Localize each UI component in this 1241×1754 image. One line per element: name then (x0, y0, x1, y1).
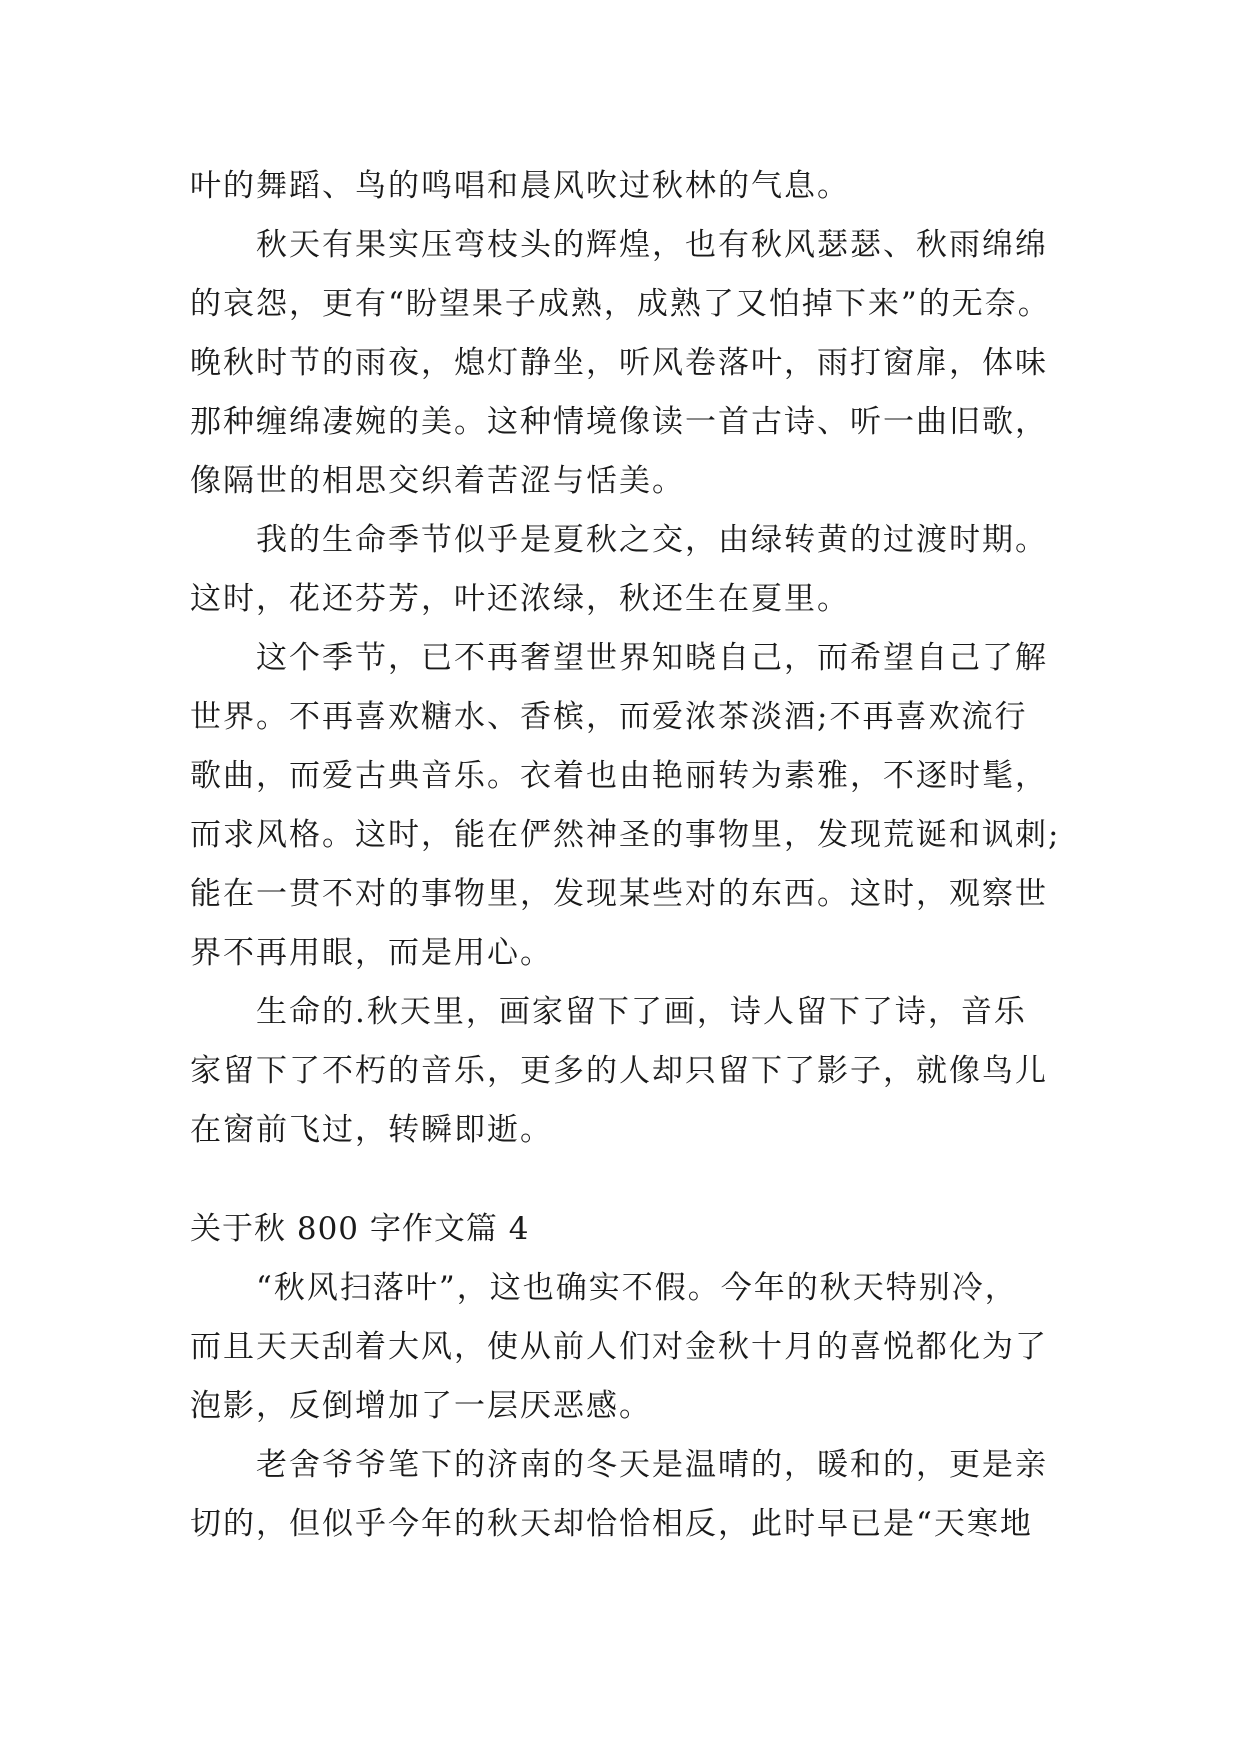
text-line: 生命的.秋天里，画家留下了画，诗人留下了诗，音乐 (256, 994, 1027, 1030)
text-line: 歌曲，而爱古典音乐。衣着也由艳丽转为素雅，不逐时髦， (190, 758, 1048, 794)
document-body (190, 157, 1060, 1554)
paragraph-fragment: 叶的舞蹈、鸟的鸣唱和晨风吹过秋林的气息。 (190, 168, 850, 204)
paragraph-this-season (190, 629, 1060, 983)
text-line: 家留下了不朽的音乐，更多的人却只留下了影子，就像鸟儿 (190, 1053, 1048, 1089)
text-line: 在窗前飞过，转瞬即逝。 (190, 1112, 553, 1148)
text-line: 切的，但似乎今年的秋天却恰恰相反，此时早已是“天寒地 (190, 1506, 1033, 1542)
text-line: 的哀怨，更有“盼望果子成熟，成熟了又怕掉下来”的无奈。 (190, 286, 1051, 322)
text-line: 秋天有果实压弯枝头的辉煌，也有秋风瑟瑟、秋雨绵绵 (256, 227, 1048, 263)
section-heading: 关于秋 800 字作文篇 4 (190, 1211, 530, 1247)
text-line: 这时，花还芬芳，叶还浓绿，秋还生在夏里。 (190, 581, 850, 617)
text-line: 晚秋时节的雨夜，熄灯静坐，听风卷落叶，雨打窗扉，体味 (190, 345, 1048, 381)
text-line: “秋风扫落叶”，这也确实不假。今年的秋天特别冷， (256, 1270, 1018, 1306)
paragraph-autumn-of-life (190, 983, 1060, 1160)
section-gap (190, 1160, 1060, 1200)
paragraph-autumn-wind (190, 1259, 1060, 1436)
text-line: 我的生命季节似乎是夏秋之交，由绿转黄的过渡时期。 (256, 522, 1048, 558)
paragraph-life-season (190, 511, 1060, 629)
text-line: 而且天天刮着大风，使从前人们对金秋十月的喜悦都化为了 (190, 1329, 1048, 1365)
text-line: 而求风格。这时，能在俨然神圣的事物里，发现荒诞和讽刺; (190, 817, 1061, 853)
text-line: 这个季节，已不再奢望世界知晓自己，而希望自己了解 (256, 640, 1048, 676)
text-line: 老舍爷爷笔下的济南的冬天是温晴的，暖和的，更是亲 (256, 1447, 1048, 1483)
paragraph-autumn-glory (190, 216, 1060, 511)
text-line: 世界。不再喜欢糖水、香槟，而爱浓茶淡酒;不再喜欢流行 (190, 699, 1028, 735)
text-line: 那种缠绵凄婉的美。这种情境像读一首古诗、听一曲旧歌， (190, 404, 1048, 440)
paragraph-lao-she (190, 1436, 1060, 1554)
text-line: 泡影，反倒增加了一层厌恶感。 (190, 1388, 652, 1424)
text-line: 界不再用眼，而是用心。 (190, 935, 553, 971)
text-line: 像隔世的相思交织着苦涩与恬美。 (190, 463, 685, 499)
text-line: 能在一贯不对的事物里，发现某些对的东西。这时，观察世 (190, 876, 1048, 912)
